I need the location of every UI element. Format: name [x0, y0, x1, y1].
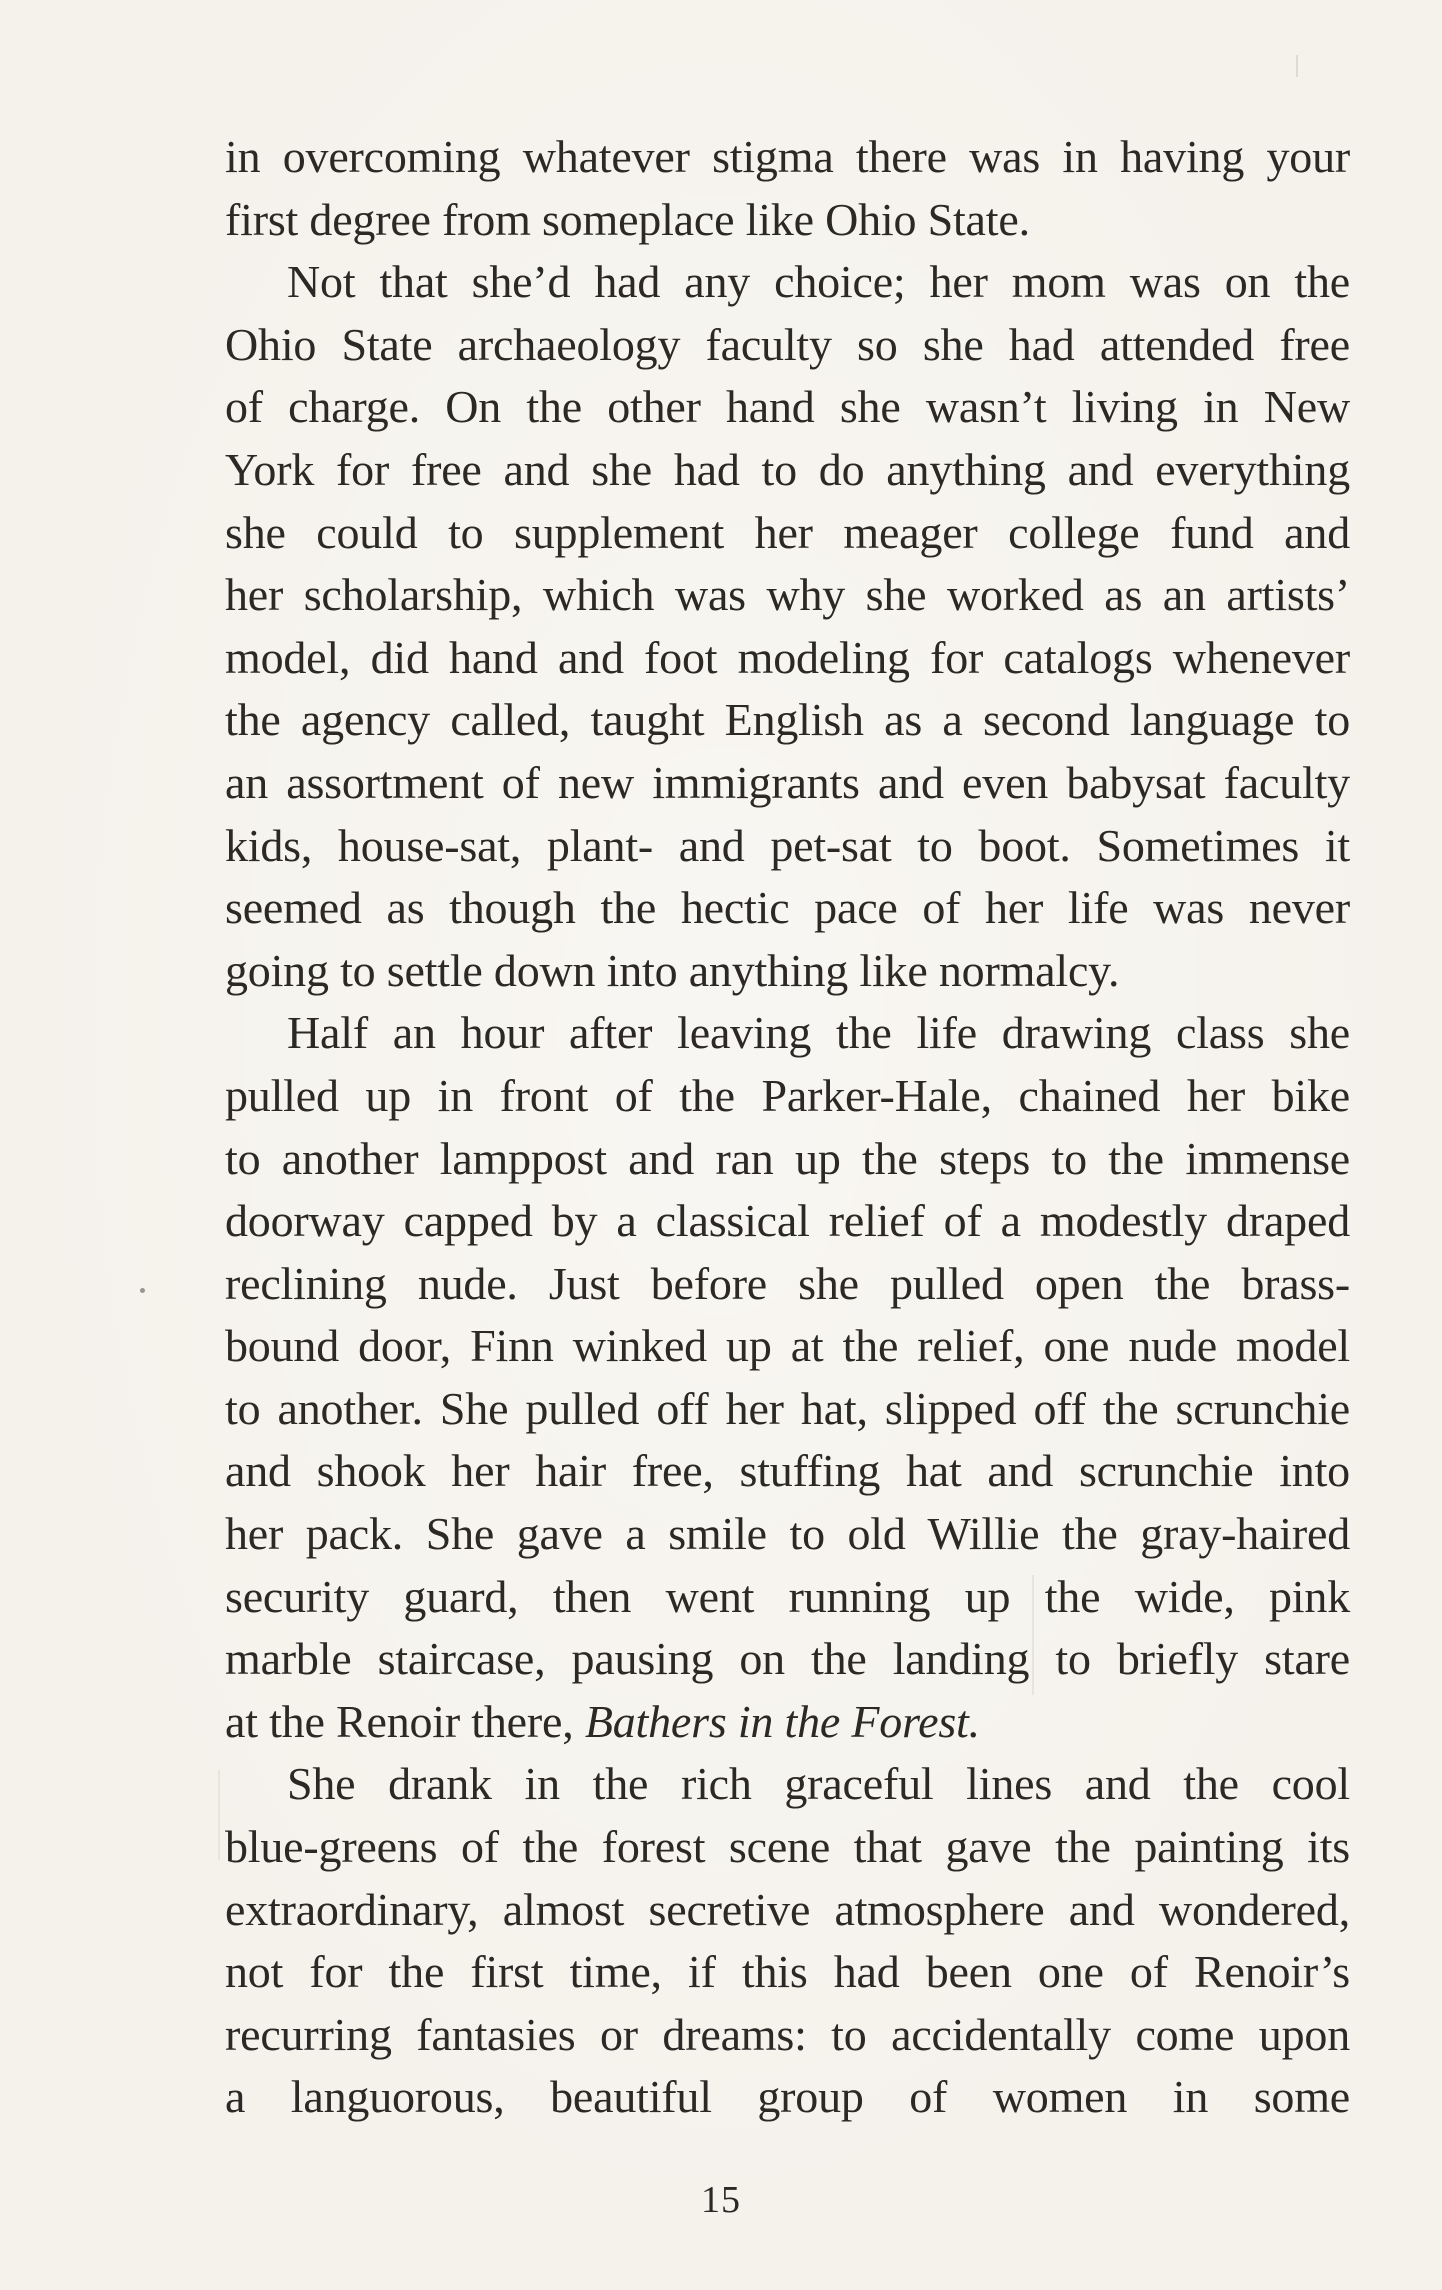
text-line: and shook her hair free, stuffing hat and scrunchie into: [225, 1445, 1350, 1497]
text-line: blue-greens of the forest scene that gave the painting its: [225, 1821, 1350, 1873]
text-line: in overcoming whatever stigma there was in having your: [225, 131, 1350, 182]
scan-artifact: [1296, 55, 1298, 77]
text-line: her pack. She gave a smile to old Willie the gray-haired: [225, 1508, 1350, 1560]
text-line: going to settle down into anything like normalcy.: [225, 944, 1120, 996]
text-line: model, did hand and foot modeling for catalogs whenever: [225, 631, 1350, 683]
scan-artifact: [218, 1770, 220, 1860]
text-line: the agency called, taught English as a second language to: [225, 694, 1350, 746]
page-number: 15: [701, 2179, 741, 2221]
text-line: first degree from someplace like Ohio State.: [225, 193, 1030, 245]
text-line: doorway capped by a classical relief of a modestly draped: [225, 1195, 1350, 1247]
text-line: reclining nude. Just before she pulled open the brass-: [225, 1257, 1350, 1309]
text-line: pulled up in front of the Parker-Hale, chained her bike: [225, 1069, 1350, 1121]
text-line: bound door, Finn winked up at the relief, one nude model: [225, 1320, 1350, 1372]
text-line: She drank in the rich graceful lines and the cool: [287, 1758, 1350, 1810]
text-line: to another. She pulled off her hat, slipped off the scrunchie: [225, 1382, 1350, 1434]
text-line: Half an hour after leaving the life drawing class she: [287, 1007, 1350, 1059]
text-line: to another lamppost and ran up the steps to the immense: [225, 1132, 1350, 1184]
text-line: an assortment of new immigrants and even babysat faculty: [225, 756, 1350, 808]
text-line: seemed as though the hectic pace of her life was never: [225, 882, 1350, 934]
text-line: her scholarship, which was why she worked as an artists’: [225, 569, 1350, 621]
scan-artifact: [140, 1288, 145, 1293]
text-line: extraordinary, almost secretive atmosphere and wondered,: [225, 1883, 1350, 1935]
text-line: marble staircase, pausing on the landing to briefly stare: [225, 1633, 1350, 1685]
text-line: recurring fantasies or dreams: to accidentally come upon: [225, 2008, 1350, 2060]
text-line-final: [225, 1691, 1350, 1754]
text-line: she could to supplement her meager college fund and: [225, 506, 1350, 558]
text-line: kids, house-sat, plant- and pet-sat to boot. Sometimes it: [225, 819, 1350, 871]
text-line: York for free and she had to do anything and everything: [225, 443, 1350, 495]
text-line: security guard, then went running up the wide, pink: [225, 1570, 1350, 1622]
body-text: [225, 126, 1350, 2129]
text-line: Not that she’d had any choice; her mom was on the: [287, 256, 1350, 308]
text-line: not for the first time, if this had been one of Renoir’s: [225, 1946, 1350, 1998]
text-line: Ohio State archaeology faculty so she had attended free: [225, 318, 1350, 370]
text-line: a languorous, beautiful group of women in some: [225, 2071, 1350, 2123]
painting-title: Bathers in the Forest.: [584, 1695, 980, 1747]
text-line: of charge. On the other hand she wasn’t living in New: [225, 381, 1350, 433]
text-segment: at the Renoir there,: [225, 1695, 585, 1747]
